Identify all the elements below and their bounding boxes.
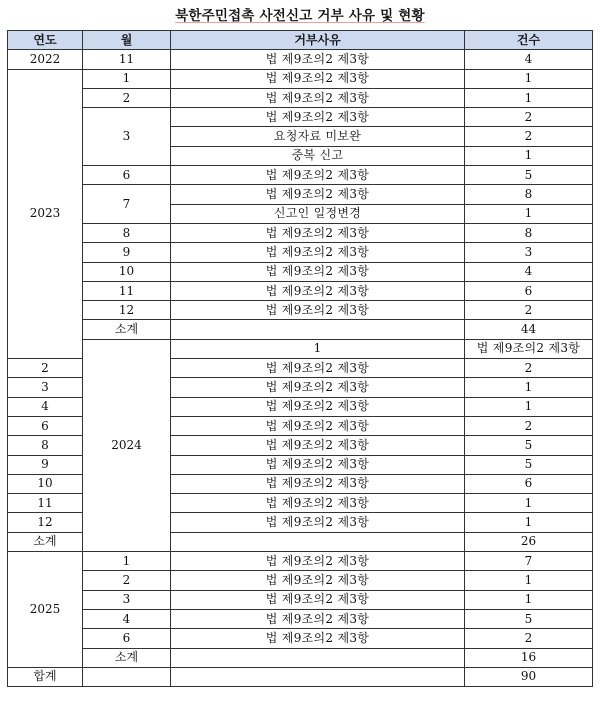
- cell-reason: 법 제9조의2 제3항: [171, 416, 465, 435]
- cell-count: 4: [465, 50, 593, 69]
- header-reason: 거부사유: [171, 31, 465, 50]
- cell-count: 5: [465, 609, 593, 628]
- cell-count: 1: [465, 88, 593, 107]
- cell-month: 소계: [83, 320, 171, 339]
- cell-month: 2: [8, 359, 83, 378]
- cell-month: 2: [83, 88, 171, 107]
- cell-reason: 법 제9조의2 제3항: [171, 223, 465, 242]
- cell-month: 9: [83, 243, 171, 262]
- cell-month: 10: [83, 262, 171, 281]
- page-title-text: 북한주민접촉 사전신고 거부 사유 및 현황: [175, 8, 425, 24]
- header-count: 건수: [465, 31, 593, 50]
- cell-reason: [171, 648, 465, 667]
- cell-reason: 법 제9조의2 제3항: [171, 281, 465, 300]
- table-row: [8, 590, 593, 609]
- table-row: [8, 50, 593, 69]
- cell-month: 4: [83, 609, 171, 628]
- cell-month: [83, 667, 171, 686]
- cell-count: 3: [465, 243, 593, 262]
- cell-month: 1: [171, 339, 465, 358]
- table-row: [8, 281, 593, 300]
- cell-reason: [171, 532, 465, 551]
- header-month: 월: [83, 31, 171, 50]
- page-title: [0, 4, 600, 24]
- cell-month: 6: [8, 416, 83, 435]
- cell-count: 2: [465, 127, 593, 146]
- cell-count: 5: [465, 436, 593, 455]
- cell-month: 11: [83, 281, 171, 300]
- cell-month: 9: [8, 455, 83, 474]
- table-row: [8, 69, 593, 88]
- cell-reason: 법 제9조의2 제3항: [465, 339, 593, 358]
- cell-year: 합계: [8, 667, 83, 686]
- table-row: [8, 552, 593, 571]
- cell-month: 1: [83, 69, 171, 88]
- cell-reason: [171, 320, 465, 339]
- cell-count: 6: [465, 281, 593, 300]
- cell-month: 6: [83, 629, 171, 648]
- cell-year: 2024: [83, 339, 171, 551]
- cell-reason: 법 제9조의2 제3항: [171, 166, 465, 185]
- cell-month: 11: [83, 50, 171, 69]
- cell-count: 2: [465, 359, 593, 378]
- cell-reason: 법 제9조의2 제3항: [171, 69, 465, 88]
- cell-reason: 중복 신고: [171, 146, 465, 165]
- cell-count: 90: [465, 667, 593, 686]
- table-row: [8, 262, 593, 281]
- cell-month: 12: [83, 301, 171, 320]
- cell-month: 소계: [83, 648, 171, 667]
- refusal-table: [7, 30, 593, 687]
- table-row: [8, 301, 593, 320]
- cell-year: 2022: [8, 50, 83, 69]
- cell-year: 2023: [8, 69, 83, 358]
- cell-reason: 법 제9조의2 제3항: [171, 378, 465, 397]
- table-row: [8, 667, 593, 686]
- cell-month: 3: [8, 378, 83, 397]
- cell-month: 10: [8, 474, 83, 493]
- cell-count: 5: [465, 455, 593, 474]
- cell-reason: 법 제9조의2 제3항: [171, 571, 465, 590]
- cell-count: 5: [465, 166, 593, 185]
- cell-month: 소계: [8, 532, 83, 551]
- cell-count: 8: [465, 223, 593, 242]
- cell-count: 1: [465, 69, 593, 88]
- table-row: [8, 320, 593, 339]
- cell-month: 4: [8, 397, 83, 416]
- cell-count: 44: [465, 320, 593, 339]
- cell-month: 3: [83, 108, 171, 166]
- table-row: [8, 108, 593, 127]
- table-row: [8, 629, 593, 648]
- cell-reason: 법 제9조의2 제3항: [171, 359, 465, 378]
- cell-reason: 법 제9조의2 제3항: [171, 50, 465, 69]
- cell-reason: 법 제9조의2 제3항: [171, 185, 465, 204]
- table-row: [8, 609, 593, 628]
- cell-count: 1: [465, 378, 593, 397]
- table-body: [8, 50, 593, 687]
- table-header-row: [8, 31, 593, 50]
- cell-count: 6: [465, 474, 593, 493]
- cell-reason: 법 제9조의2 제3항: [171, 301, 465, 320]
- cell-reason: 법 제9조의2 제3항: [171, 552, 465, 571]
- cell-month: 8: [8, 436, 83, 455]
- cell-count: 1: [465, 513, 593, 532]
- table-row: [8, 648, 593, 667]
- cell-reason: 법 제9조의2 제3항: [171, 629, 465, 648]
- cell-count: 1: [465, 571, 593, 590]
- cell-count: 26: [465, 532, 593, 551]
- cell-count: 1: [465, 146, 593, 165]
- cell-reason: 법 제9조의2 제3항: [171, 513, 465, 532]
- table-row: [8, 339, 593, 358]
- cell-month: 8: [83, 223, 171, 242]
- cell-reason: 법 제9조의2 제3항: [171, 455, 465, 474]
- cell-reason: 법 제9조의2 제3항: [171, 397, 465, 416]
- table-row: [8, 243, 593, 262]
- cell-count: 1: [465, 204, 593, 223]
- cell-count: 1: [465, 397, 593, 416]
- cell-month: 6: [83, 166, 171, 185]
- cell-reason: 법 제9조의2 제3항: [171, 262, 465, 281]
- cell-reason: 법 제9조의2 제3항: [171, 474, 465, 493]
- cell-reason: [171, 667, 465, 686]
- table-row: [8, 166, 593, 185]
- cell-reason: 법 제9조의2 제3항: [171, 88, 465, 107]
- cell-reason: 법 제9조의2 제3항: [171, 494, 465, 513]
- cell-reason: 법 제9조의2 제3항: [171, 590, 465, 609]
- cell-count: 2: [465, 301, 593, 320]
- cell-count: 4: [465, 262, 593, 281]
- cell-year: 2025: [8, 552, 83, 668]
- cell-month: 1: [83, 552, 171, 571]
- cell-month: 7: [83, 185, 171, 224]
- cell-count: 2: [465, 629, 593, 648]
- cell-month: 12: [8, 513, 83, 532]
- cell-count: 7: [465, 552, 593, 571]
- cell-reason: 법 제9조의2 제3항: [171, 243, 465, 262]
- cell-count: 1: [465, 590, 593, 609]
- cell-count: 8: [465, 185, 593, 204]
- table-row: [8, 571, 593, 590]
- header-year: 연도: [8, 31, 83, 50]
- cell-month: 11: [8, 494, 83, 513]
- table-row: [8, 88, 593, 107]
- table-row: [8, 223, 593, 242]
- cell-month: 3: [83, 590, 171, 609]
- cell-reason: 법 제9조의2 제3항: [171, 108, 465, 127]
- cell-month: 2: [83, 571, 171, 590]
- cell-reason: 법 제9조의2 제3항: [171, 609, 465, 628]
- cell-reason: 요청자료 미보완: [171, 127, 465, 146]
- cell-count: 2: [465, 416, 593, 435]
- cell-count: 16: [465, 648, 593, 667]
- table-row: [8, 185, 593, 204]
- cell-count: 1: [465, 494, 593, 513]
- cell-reason: 신고인 일정변경: [171, 204, 465, 223]
- cell-reason: 법 제9조의2 제3항: [171, 436, 465, 455]
- cell-count: 2: [465, 108, 593, 127]
